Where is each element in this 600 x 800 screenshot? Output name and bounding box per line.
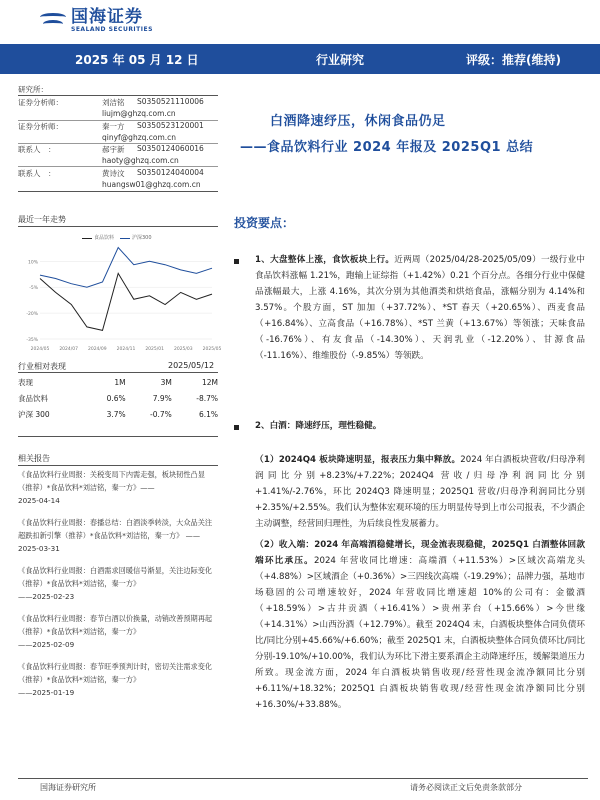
key-point-2-2-head: （2）收入端：2024 年高端酒稳健增长，现金流表现稳健，2025Q1 白酒整体回款端环比承压。: [255, 540, 585, 566]
table-header-cell: 表现: [18, 377, 33, 387]
bullet-icon: [234, 259, 239, 264]
contact-cert: S0350124060016: [137, 144, 204, 153]
footer-org: 国海证券研究所: [40, 783, 96, 792]
chart-x-tick-label: 2024/07: [59, 347, 79, 352]
table-cell: 沪深 300: [18, 409, 50, 419]
divider: [18, 166, 218, 167]
table-cell: 食品饮料: [18, 393, 48, 403]
related-report-date: 2025-04-14: [18, 496, 60, 505]
related-report-date: ——2025-02-23: [18, 592, 75, 601]
table-cell: 7.9%: [152, 393, 172, 403]
key-point-1-body: 近两周（2025/04/28-2025/05/09）一级行业中食品饮料涨幅 1.21%，跑输上证综指（+1.42%）0.21 个百分点。各细分行业中保健品涨幅最大，上涨 4.16%，其次分别为其他酒类和烘焙食品，涨幅分别为 4.14%和 3.57%。个股方面，ST 加加（+37.72%）、*ST 春天（+20.65%）、西麦食品（+16.84%）、立高食品（+16.78%）、*ST 兰黄（+13.67%）等领涨；天味食品（-16.76%）、有友食品（-14.30%）、天润乳业（-12.20%）、甘源食品（-11.16%）、维维股份（-9.85%）等领跌。: [255, 255, 585, 361]
key-point-2-2: [255, 537, 585, 713]
divider: [18, 372, 218, 373]
legend-label-food: 食品饮料: [94, 235, 115, 241]
chart-x-tick-label: 2025/01: [145, 347, 165, 352]
research-dept-label: 研究所：: [18, 85, 48, 94]
table-cell: 3.7%: [106, 409, 126, 419]
table-cell: 6.1%: [198, 409, 218, 419]
chart-y-tick-label: -20%: [26, 312, 38, 318]
divider: [18, 465, 218, 466]
key-point-2-1-head: （1）2024Q4 板块降速明显，报表压力集中释放。: [255, 455, 461, 465]
related-report-date: ——2025-01-19: [18, 688, 75, 697]
footer-divider: [18, 778, 588, 779]
report-title-sub: ——食品饮料行业 2024 年报及 2025Q1 总结: [240, 140, 534, 155]
analyst-role: 证券分析师：: [18, 98, 63, 107]
related-reports-heading: 相关报告: [18, 454, 50, 463]
table-row: [18, 390, 218, 406]
trend-chart-heading: 最近一年走势: [18, 215, 66, 224]
key-point-1: [255, 252, 585, 364]
related-report-item[interactable]: [18, 612, 218, 651]
chart-x-tick-label: 2024/09: [87, 347, 107, 352]
contact-name: 黄诗汶: [102, 169, 125, 178]
performance-heading: 行业相对表现: [18, 362, 66, 371]
related-report-title: 《食品饮料行业周报：春节白酒以价换量，动销改善预期再起（推荐）*食品饮料*刘洁铭，秦一方》: [18, 614, 213, 636]
related-report-title: 《食品饮料行业周报：春节旺季预判计时，密切关注需求变化（推荐）*食品饮料*刘洁铭，秦一方》: [18, 662, 213, 684]
key-point-2-head: 2、白酒：降速纾压，理性稳健。: [255, 421, 382, 431]
bullet-icon: [234, 425, 239, 430]
key-point-1-head: 1、大盘整体上涨，食饮板块上行。: [255, 255, 395, 265]
contact-name: 郝宇新: [102, 145, 125, 154]
divider: [18, 226, 218, 227]
chart-tick-labels: [26, 259, 221, 352]
legend-swatch-hs300: [120, 236, 130, 242]
chart-y-tick-label: -5%: [29, 286, 38, 292]
legend-label-hs300: 沪深300: [132, 235, 152, 241]
chart-y-tick-label: 10%: [27, 260, 38, 266]
divider: [18, 95, 218, 96]
table-header-cell: 3M: [160, 377, 172, 387]
report-date: 2025 年 05 月 12 日: [75, 53, 199, 67]
chart-x-tick-label: 2024/05: [30, 347, 50, 352]
related-report-item[interactable]: [18, 516, 218, 555]
analyst-cert: S0350523120001: [137, 121, 204, 130]
related-report-title: 《食品饮料行业周报：春播总结：白酒淡季转淡，大众品关注超跌扣新引擎（推荐）*食品饮料*刘洁铭，秦一方》: [18, 518, 213, 540]
table-row: [18, 406, 218, 422]
chart-y-tick-label: -35%: [26, 338, 38, 343]
related-report-date: ——2025-02-09: [18, 640, 75, 649]
divider: [18, 191, 218, 192]
related-report-title: 《食品饮料行业周报：白酒需求回暖信号渐显，关注边际变化（推荐）*食品饮料*刘洁铭，秦一方》: [18, 566, 213, 588]
logo-wave-icon: [40, 10, 66, 32]
report-type: 行业研究: [316, 53, 365, 67]
legend-swatch-food: [82, 236, 92, 242]
related-report-date: ——2025-03-31: [18, 531, 200, 553]
key-point-2-1: [255, 452, 585, 532]
table-header-cell: 12M: [201, 377, 218, 387]
related-report-title: 《食品饮料行业周报：关税变局下内需走强，板块韧性凸显（推荐）*食品饮料*刘洁铭，秦一方》——: [18, 470, 205, 492]
analyst-email: liujm@ghzq.com.cn: [102, 109, 176, 118]
related-report-item[interactable]: [18, 564, 218, 603]
logo-text-en: SEALAND SECURITIES: [71, 26, 153, 33]
footer-disclaimer: 请务必阅读正文后免责条款部分: [410, 783, 522, 792]
contact-email: haoty@ghzq.com.cn: [102, 156, 179, 165]
contact-email: huangsw01@ghzq.com.cn: [102, 180, 201, 189]
table-cell: -0.7%: [150, 409, 172, 419]
header-bar: [0, 44, 600, 74]
chart-series-lines: [40, 248, 212, 331]
divider: [18, 436, 218, 437]
table-header-cell: 1M: [114, 377, 126, 387]
performance-date: 2025/05/12: [168, 361, 215, 370]
company-logo: [40, 6, 153, 36]
table-cell: 0.6%: [106, 393, 126, 403]
key-point-2-1-body: 2024 年白酒板块营收/归母净利润同比分别+8.23%/+7.22%；2024Q4 营收/归母净利润同比分别+1.41%/-2.76%，环比 2024Q3 降速明显；2025Q1 营收/归母净利润同比分别+2.35%/+2.55%。我们认为整体宏观环境的压力明显传导到上市公司报表，不少酒企主动调整，经营回归理性，为后续良性发展蓄力。: [255, 455, 585, 529]
contact-cert: S0350124040004: [137, 168, 204, 177]
analyst-role: 证券分析师：: [18, 122, 63, 131]
contact-role: 联系人 ：: [18, 145, 56, 154]
report-rating: 评级：推荐(维持): [466, 53, 561, 67]
analyst-name: 秦一方: [102, 122, 125, 131]
related-report-item[interactable]: [18, 660, 218, 699]
related-report-item[interactable]: [18, 468, 218, 507]
contact-role: 联系人 ：: [18, 169, 56, 178]
trend-chart: [18, 230, 222, 355]
table-cell: -8.7%: [196, 393, 218, 403]
report-title-main: 白酒降速纾压，休闲食品仍足: [270, 114, 446, 129]
analyst-email: qinyf@ghzq.com.cn: [102, 133, 177, 142]
performance-table: [18, 374, 218, 422]
key-point-2-2-body: 2024 年营收同比增速：高端酒（+11.53%）>区域次高端龙头（+4.88%）>区域酒企（+0.36%）>三四线次高端（-19.29%）；品牌力强，基地市场稳固的公司增速较好，2024 年营收同比增速超 10%的公司有：金徽酒（+18.59%）>古井贡酒（+16.41%）>贵州茅台（+15.66%）>今世缘（+14.31%）>山西汾酒（+12.79%）。截至 2024Q4 末，白酒板块整体合同负债环比/同比分别+45.66%/+6.60%；截至 2025Q1 末，白酒板块整体合同负债环比/同比分别-19.10%/+10.00%，我们认为环比下滑主要系酒企主动降速纾压，缓解渠道压力所致。现金流方面，2024 年白酒板块销售收现/经营性现金流净额同比分别+6.11%/+18.32%；2025Q1 白酒板块销售收现/经营性现金流净额同比分别+16.30%/+33.88%。: [255, 556, 585, 710]
chart-x-tick-label: 2025/05: [202, 347, 222, 352]
logo-text-cn: 国海证券: [71, 7, 143, 27]
chart-series-line-hs300: [40, 248, 212, 288]
chart-x-tick-label: 2024/11: [116, 347, 136, 352]
analyst-name: 刘洁铭: [102, 98, 125, 107]
analyst-cert: S0350521110006: [137, 97, 204, 106]
table-header-row: [18, 374, 218, 390]
key-points-heading: 投资要点：: [234, 216, 295, 230]
chart-x-tick-label: 2025/03: [173, 347, 193, 352]
